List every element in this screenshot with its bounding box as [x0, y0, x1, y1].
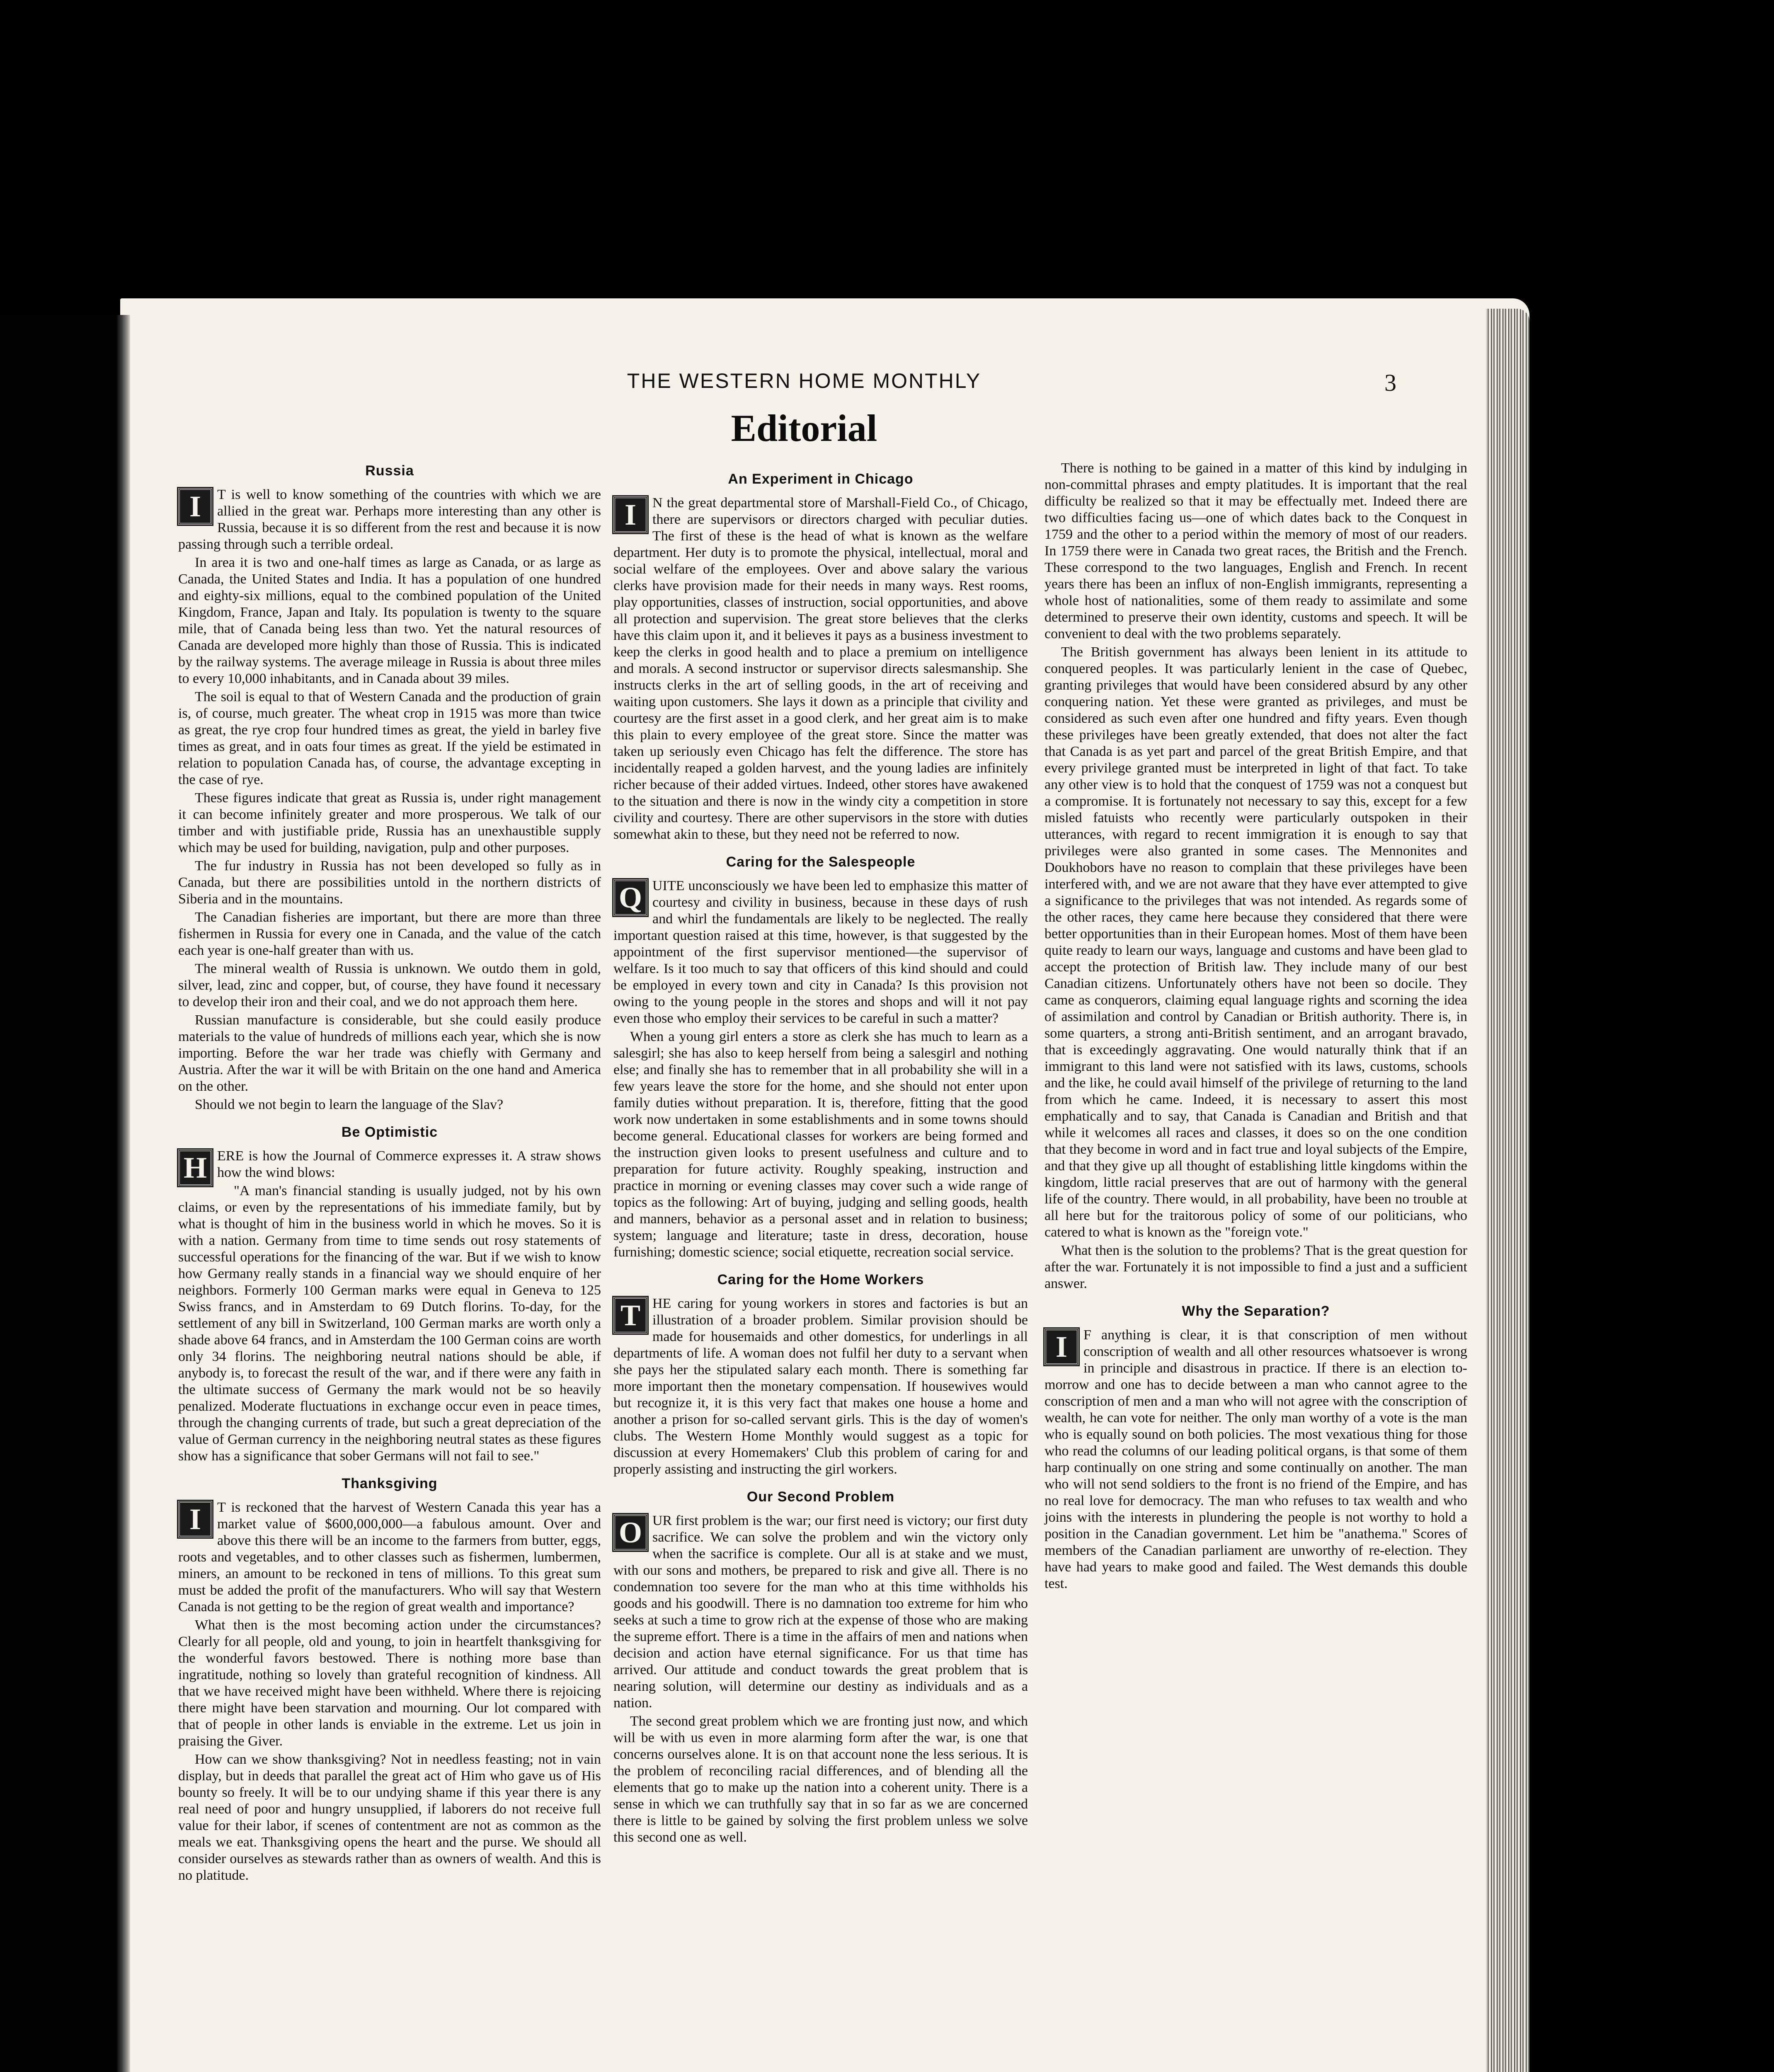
- publication-masthead: THE WESTERN HOME MONTHLY: [627, 369, 982, 392]
- article-caring-for-home-workers: [613, 1271, 1028, 1478]
- drop-cap: H: [178, 1150, 212, 1186]
- paragraph: How can we show thanksgiving? Not in needless feasting; not in vain display, but in deeds that parallel the great act of Him who gave us of His bounty so freely. It will be to our undying shame if this year there is any real need of poor and hungry unsupplied, if laborers do not receive full value for their labor, if scenes of contentment are not as common as the meals we eat. Thanksgiving opens the heart and the purse. We should all consider ourselves as stewards rather than as owners of wealth. And this is no platitude.: [178, 1752, 601, 1883]
- paragraph: When a young girl enters a store as clerk she has much to learn as a salesgirl; she has also to keep herself from being a salesgirl and nothing else; and finally she has to remember that in all probability she will in a few years leave the store for the home, and she should not enter upon family duties without preparation. It is, therefore, fitting that the good work now undertaken in some establishments and in some towns should become general. Educational classes for workers are being formed and the instruction given looks to present usefulness and culture and to preparation for future activity. Roughly speaking, instruction and practice in morning or evening classes may cover such a wide range of topics as the following: Art of buying, judging and selling goods, health and manners, behavior as a personal asset and in relation to business; system; language and literature; taste in dress, decoration, house furnishing; domestic science; social etiquette, recreation social service.: [613, 1029, 1028, 1260]
- article-title: Why the Separation?: [1182, 1303, 1330, 1319]
- column-middle: [613, 460, 1028, 2072]
- page-stack-edge: [1486, 309, 1529, 2072]
- column-left: [178, 431, 601, 2072]
- paragraph: N the great departmental store of Marshall-Field Co., of Chicago, there are supervisors or directors charged with peculiar duties. The first of these is the head of what is known as the welfare department. Her duty is to promote the physical, intellectual, moral and social welfare of the employees. Over and above salary the various clerks have provision made for their needs in many ways. Rest rooms, play opportunities, classes of instruction, social opportunities, and above all protection and supervision. The great store believes that the clerks have this claim upon it, and it believes it pays as a business investment to keep the clerks in good health and to place a premium on intelligence and morals. A second instructor or supervisor directs salesmanship. She instructs clerks in the art of selling goods, in the art of receiving and waiting upon customers. She lays it down as a principle that civility and courtesy are the first asset in a good clerk, and her great aim is to make this plain to every employee of the great store. Since the matter was taken up seriously even Chicago has felt the difference. The store has incidentally reaped a golden harvest, and the young ladies are infinitely richer because of their added virtues. Indeed, other stores have awakened to the situation and there is now in the windy city a competition in store civility and courtesy. There are other supervisors in the store with duties somewhat akin to these, but they need not be referred to now.: [613, 495, 1028, 842]
- article-our-second-problem: [613, 1489, 1028, 1846]
- paragraph: Should we not begin to learn the language of the Slav?: [195, 1097, 504, 1112]
- drop-cap: I: [178, 488, 212, 525]
- drop-cap: I: [178, 1501, 212, 1537]
- drop-cap: I: [613, 496, 647, 533]
- paragraph: "A man's financial standing is usually judged, not by his own claims, or even by the representations of his immediate family, but by what is thought of him in the business world in which he moves. So it is with a nation. Germany from time to time sends out rosy statements of successful operations for the financing of the war. But if we wish to know how Germany really stands in a financial way we should enquire of her neighbors. Formerly 100 German marks were equal in Geneva to 125 Swiss francs, and in Amsterdam to 69 Dutch florins. To-day, for the settlement of any bill in Switzerland, 100 German marks are worth only a shade above 64 francs, and in Amsterdam the 100 German coins are worth only 34 florins. The neighboring neutral nations should be able, if anybody is, to forecast the result of the war, and if there were any faith in the ultimate success of Germany the mark would not be so heavily penalized. Moderate fluctuations in exchange occur even in peace times, through the changing currents of trade, but such a great depreciation of the value of German currency in the neighboring neutral states as these figures show has a significance that sober Germans will not fail to see.": [178, 1183, 601, 1464]
- paragraph: What then is the most becoming action under the circumstances? Clearly for all people, old and young, to join in heartfelt thanksgiving for the wonderful favors bestowed. There is nothing more base than ingratitude, nothing so lovely than grateful recognition of kindness. All that we have received might have been withheld. Where there is rejoicing there might have been starvation and mourning. Our lot compared with that of people in other lands is enviable in the extreme. Let us join in praising the Giver.: [178, 1617, 601, 1749]
- article-why-the-separation: [1045, 1303, 1467, 1592]
- article-title: Caring for the Home Workers: [717, 1272, 924, 1288]
- left-margin: [0, 315, 117, 2072]
- paragraph: The mineral wealth of Russia is unknown. We outdo them in gold, silver, lead, zinc and copper, but, of course, they have found it necessary to develop their iron and their coal, and we do not approach them here.: [178, 961, 601, 1009]
- article-russia: [178, 462, 601, 1113]
- article-title: An Experiment in Chicago: [728, 471, 914, 487]
- paragraph: T is reckoned that the harvest of Western Canada this year has a market value of $600,000,000—a fabulous amount. Over and above this there will be an income to the farmers from butter, eggs, roots and vegetables, and to other classes such as fishermen, lumbermen, miners, an amount to be reckoned in tens of millions. To this great sum must be added the profit of the manufacturers. Who will say that Western Canada is not getting to be the region of great wealth and importance?: [178, 1500, 601, 1615]
- paragraph: The soil is equal to that of Western Canada and the production of grain is, of course, much greater. The wheat crop in 1915 was more than twice as great, the rye crop four hundred times as great, the yield in barley five times as great, and in oats four times as great. If the yield be estimated in relation to population Canada has, of course, the advantage excepting in the case of rye.: [178, 689, 601, 787]
- paragraph: The British government has always been lenient in its attitude to conquered peoples. It was particularly lenient in the case of Quebec, granting privileges that would have been considered absurd by any other conquering nation. Yet these were granted as privileges, and must be considered as such even after one hundred and fifty years. Even though these privileges have been greatly extended, that does not alter the fact that Canada is as yet part and parcel of the great British Empire, and that every privilege granted must be interpreted in light of that fact. To take any other view is to hold that the conquest of 1759 was not a conquest but a compromise. It is fortunately not necessary to say this, except for a few misled fatuists who recently were particularly outspoken in their utterances, with regard to recent immigration it is enough to say that privileges were also granted in some cases. The Mennonites and Doukhobors have no reason to complain that these privileges have been interfered with, and we are not aware that they have ever attempted to give a significance to the privileges that was not intended. As regards some of the other races, they came here because they considered that there were better opportunities than in their European homes. Most of them have been quite ready to learn our ways, language and customs and have been glad to accept the protection of British law. They include many of our best Canadian citizens. Unfortunately others have not been so docile. They came as conquerors, claiming equal language rights and scorning the idea of assimilation and control by Canadian or British authority. There is, in some quarters, a strong anti-British sentiment, and an arrogant bravado, that is exceedingly aggravating. One would naturally think that if an immigrant to this land were not satisfied with its laws, customs, schools and the like, he could avail himself of the privilege of returning to the land from which he came. Indeed, it is necessary to assert this most emphatically and to say, that Canada is Canadian and British and that while it welcomes all races and classes, it does so on the one condition that they become in word and in fact true and loyal subjects of the Empire, and that they give up all thought of establishing little kingdoms within the kingdom, little racial preserves that are out of harmony with the general life of the country. There would, in all probability, have been no trouble at all here but for the traitorous policy of some of our politicians, who catered to what is known as the "foreign vote.": [1045, 644, 1467, 1240]
- paragraph: HE caring for young workers in stores and factories is but an illustration of a broader problem. Similar provision should be made for housemaids and other domestics, for underlings in all departments of life. A woman does not fulfil her duty to a servant when she pays her the stipulated salary each month. There is something far more important then the monetary compensation. If housewives would but recognize it, it is this very fact that makes one house a home and another a prison for so-called servant girls. This is the day of women's clubs. The Western Home Monthly would suggest as a topic for discussion at every Homemakers' Club this problem of caring for and properly assisting and instructing the girl workers.: [613, 1296, 1028, 1477]
- drop-cap: T: [613, 1297, 647, 1334]
- page-number: 3: [1384, 369, 1396, 396]
- article-caring-for-salespeople: [613, 854, 1028, 1261]
- paragraph: The second great problem which we are fronting just now, and which will be with us even in more alarming form after the war, is one that concerns ourselves alone. It is on that account none the less serious. It is the problem of reconciling racial differences, and of blending all the elements that go to make up the nation into a coherent unity. There is a sense in which we can truthfully say that in so far as we are concerned there is little to be gained by solving the first problem unless we solve this second one as well.: [613, 1714, 1028, 1845]
- article-be-optimistic: [178, 1124, 601, 1464]
- article-title: Russia: [365, 463, 414, 479]
- article-title: Thanksgiving: [342, 1476, 438, 1491]
- binding-gutter: [117, 315, 130, 2072]
- paragraph: The fur industry in Russia has not been developed so fully as in Canada, but there are possibilities untold in the northern districts of Siberia and in the mountains.: [178, 858, 601, 907]
- drop-cap: I: [1045, 1329, 1078, 1365]
- article-thanksgiving: [178, 1475, 601, 1884]
- paragraph: F anything is clear, it is that conscription of men without conscription of wealth and all other resources whatsoever is wrong in principle and disastrous in practice. If there is an election to-morrow and one has to decide between a man who cannot agree to the conscription of men and a man who will not agree with the conscription of wealth, he can vote for neither. The only man worthy of a vote is the man who is equally sound on both policies. The most vexatious thing for those who read the columns of our leading political organs, is that some of them harp continually on one string and some continually on another. The man who will not send soldiers to the front is no friend of the Empire, and has no real love for democracy. The man who refuses to tax wealth and who joins with the interests in plundering the people is not worthy to hold a position in the Canadian government. Let him be "anathema." Scores of members of the Canadian parliament are unworthy of re-election. They have had years to make good and failed. The West demands this double test.: [1045, 1327, 1467, 1591]
- paragraph: UR first problem is the war; our first need is victory; our first duty sacrifice. We can solve the problem and win the victory only when the sacrifice is complete. Our all is at stake and we must, with our sons and mothers, be prepared to risk and give all. There is no condemnation too severe for the man who at this time withholds his goods and his goodwill. There is no damnation too extreme for him who seeks at such a time to grow rich at the expense of those who are making the supreme effort. There is a time in the affairs of men and nations when decision and action have eternal significance. For us that time has arrived. Our attitude and conduct towards the great problem that is nearing solution, will determine our destiny as individuals and as a nation.: [613, 1513, 1028, 1711]
- article-our-second-problem-continued: [1045, 460, 1467, 1292]
- paragraph: What then is the solution to the problems? That is the great question for after the war. Fortunately it is not impossible to find a just and a sufficient answer.: [1045, 1243, 1467, 1291]
- column-right: [1045, 460, 1467, 2072]
- drop-cap: O: [613, 1514, 647, 1551]
- paragraph: UITE unconsciously we have been led to emphasize this matter of courtesy and civility in business, because in these days of rush and whirl the fundamentals are likely to be neglected. The really important question raised at this time, however, is that suggested by the appointment of the first supervisor mentioned—the supervisor of welfare. Is it too much to say that officers of this kind should and could be employed in every town and city in Canada? Is this provision not owing to the young people in the stores and shops and will it not pay even those who employ their services to be careful in such a matter?: [613, 878, 1028, 1026]
- paragraph: T is well to know something of the countries with which we are allied in the great war. Perhaps more interesting than any other is Russia, because it is so different from the rest and because it is now passing through such a terrible ordeal.: [178, 487, 601, 552]
- paragraph: ERE is how the Journal of Commerce expresses it. A straw shows how the wind blows:: [217, 1148, 601, 1180]
- article-experiment-in-chicago: [613, 471, 1028, 843]
- section-title: Editorial: [731, 407, 877, 449]
- article-title: Caring for the Salespeople: [726, 854, 916, 870]
- drop-cap: Q: [613, 879, 647, 916]
- paragraph: Russian manufacture is considerable, but she could easily produce materials to the value of hundreds of millions each year, which she is now importing. Before the war her trade was chiefly with Germany and Austria. After the war it will be with Britain on the one hand and America on the other.: [178, 1012, 601, 1094]
- article-title: Our Second Problem: [746, 1489, 895, 1505]
- paragraph: In area it is two and one-half times as large as Canada, or as large as Canada, the United States and India. It has a population of one hundred and eighty-six millions, equal to the combined population of the United Kingdom, France, Japan and Italy. Its population is twenty to the square mile, that of Canada being less than two. Yet the natural resources of Canada are developed more highly than those of Russia. This is indicated by the railway systems. The average mileage in Russia is about three miles to every 10,000 inhabitants, and in Canada about 39 miles.: [178, 555, 601, 686]
- paragraph: There is nothing to be gained in a matter of this kind by indulging in non-committal phrases and empty platitudes. It is important that the real difficulty be realized so that it may be effectually met. Indeed there are two difficulties facing us—one of which dates back to the Conquest in 1759 and the other to a period within the memory of most of our readers. In 1759 there were in Canada two great races, the British and the French. These correspond to the two languages, English and French. In recent years there has been an influx of non-English immigrants, representing a whole host of nationalities, some of them ready to assimilate and some determined to preserve their own identity, customs and speech. It will be convenient to deal with the two problems separately.: [1045, 460, 1467, 641]
- paragraph: The Canadian fisheries are important, but there are more than three fishermen in Russia for every one in Canada, and the value of the catch each year is one-half greater than with us.: [178, 910, 601, 958]
- article-title: Be Optimistic: [341, 1124, 438, 1140]
- paragraph: These figures indicate that great as Russia is, under right management it can become infinitely greater and more prosperous. We talk of our timber and with justifiable pride, Russia has an unexhaustible supply which may be used for building, navigation, pulp and other purposes.: [178, 790, 601, 855]
